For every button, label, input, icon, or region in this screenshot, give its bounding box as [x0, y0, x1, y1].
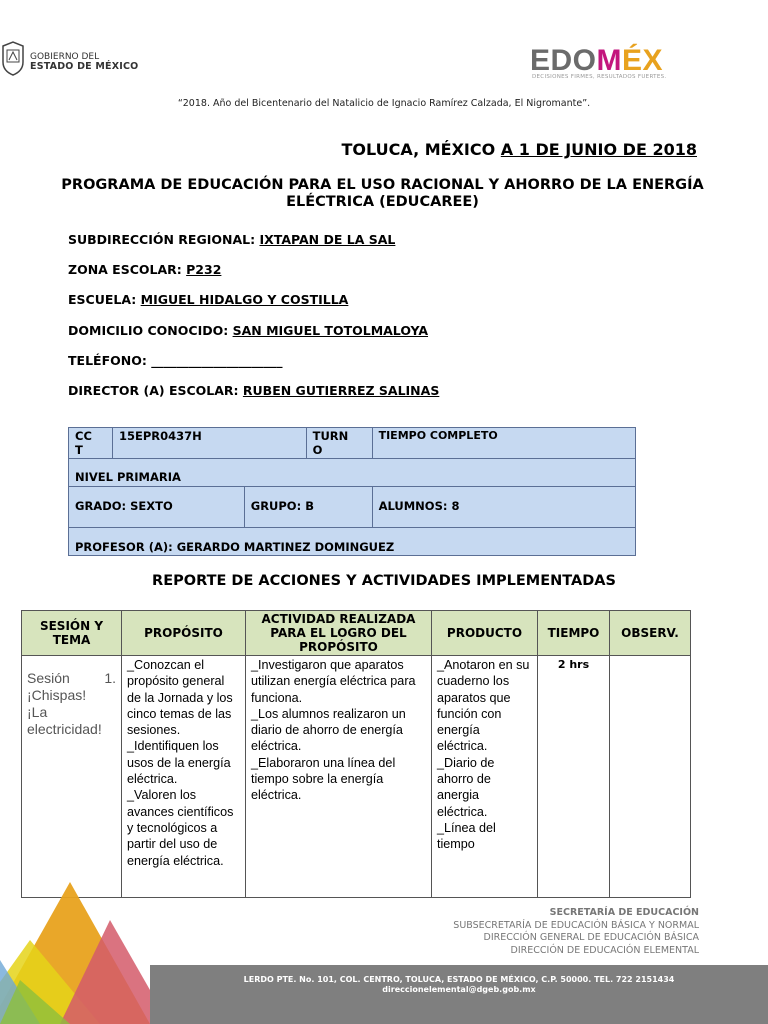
- cell-sesion: Sesión 1. ¡Chispas! ¡La electricidad!: [22, 656, 122, 898]
- field-value: IXTAPAN DE LA SAL: [259, 232, 396, 247]
- cct-value: 15EPR0437H: [112, 428, 306, 459]
- field-label: ZONA ESCOLAR:: [68, 262, 187, 277]
- brand-edo: EDO: [530, 44, 597, 77]
- turno-value: TIEMPO COMPLETO: [372, 428, 635, 459]
- grado: GRADO: SEXTO: [69, 487, 245, 528]
- table-row: [22, 656, 691, 898]
- field-telefono: [68, 353, 282, 368]
- alumnos: ALUMNOS: 8: [372, 487, 635, 528]
- field-subdireccion: [68, 232, 395, 247]
- header-actividad: ACTIVIDAD REALIZADA PARA EL LOGRO DEL PROPÓSITO: [246, 611, 432, 656]
- cell-tiempo: 2 hrs: [538, 656, 610, 898]
- date: A 1 DE JUNIO DE 2018: [500, 140, 697, 159]
- footer-address: [150, 975, 768, 995]
- header-sesion: SESIÓN Y TEMA: [22, 611, 122, 656]
- brand-m: M: [596, 44, 623, 77]
- field-label: DIRECTOR (A) ESCOLAR:: [68, 383, 243, 398]
- field-label: DOMICILIO CONOCIDO:: [68, 323, 233, 338]
- cell-actividad: _Investigaron que aparatos utilizan energía eléctrica para funciona. _Los alumnos realizaron un diario de ahorro de energía eléctrica. _Elaboraron una línea del tiempo sobre la energía eléctrica.: [246, 656, 432, 898]
- nivel: NIVEL PRIMARIA: [69, 459, 636, 487]
- city: TOLUCA, MÉXICO: [341, 140, 501, 159]
- header-proposito: PROPÓSITO: [122, 611, 246, 656]
- footer-triangles-art: [0, 880, 150, 1024]
- place-date: [342, 140, 697, 159]
- gov-line2: ESTADO DE MÉXICO: [30, 61, 139, 72]
- turno-label: TURN O: [306, 428, 372, 459]
- profesor: PROFESOR (A): GERARDO MARTINEZ DOMINGUEZ: [69, 528, 636, 556]
- field-value: P232: [186, 262, 222, 277]
- cell-observ: [610, 656, 691, 898]
- header-tiempo: TIEMPO: [538, 611, 610, 656]
- field-escuela: [68, 292, 348, 307]
- grupo: GRUPO: B: [244, 487, 372, 528]
- edomex-logo: [530, 44, 690, 84]
- cell-proposito: _Conozcan el propósito general de la Jornada y los cinco temas de las sesiones. _Identifiquen los usos de la energía eléctrica. _Valoren los avances científicos y tecnológicos a partir del uso de energía eléctrica.: [122, 656, 246, 898]
- field-label: ESCUELA:: [68, 292, 141, 307]
- cell-producto: _Anotaron en su cuaderno los aparatos que función con energía eléctrica. _Diario de ahorro de anergia eléctrica. _Línea del tiempo: [432, 656, 538, 898]
- activity-table: [21, 610, 691, 898]
- address: LERDO PTE. No. 101, COL. CENTRO, TOLUCA, ESTADO DE MÉXICO, C.P. 50000. TEL. 722 2151434: [243, 975, 675, 984]
- year-motto: “2018. Año del Bicentenario del Natalicio de Ignacio Ramírez Calzada, El Nigromante”.: [177, 98, 591, 109]
- brand-tagline: DECISIONES FIRMES, RESULTADOS FUERTES.: [532, 74, 667, 80]
- footer-departments: SECRETARÍA DE EDUCACIÓN SUBSECRETARÍA DE EDUCACIÓN BÁSICA Y NORMAL DIRECCIÓN GENERAL DE EDUCACIÓN BÁSICA DIRECCIÓN DE EDUCACIÓN ELEMENTAL: [453, 907, 699, 956]
- field-value: MIGUEL HIDALGO Y COSTILLA: [140, 292, 349, 307]
- field-value: RUBEN GUTIERREZ SALINAS: [242, 383, 440, 398]
- field-label: SUBDIRECCIÓN REGIONAL:: [68, 232, 260, 247]
- email: direccionelemental@dgeb.gob.mx: [382, 985, 536, 994]
- cct-label: CC T: [69, 428, 113, 459]
- brand-ex: ÉX: [622, 44, 664, 77]
- state-seal-icon: [0, 40, 26, 76]
- program-title: PROGRAMA DE EDUCACIÓN PARA EL USO RACIONAL Y AHORRO DE LA ENERGÍA ELÉCTRICA (EDUCAREE): [61, 177, 704, 210]
- gov-line1: GOBIERNO DEL: [30, 52, 100, 62]
- school-info-table: [68, 427, 636, 556]
- field-domicilio: [68, 323, 428, 338]
- report-title: REPORTE DE ACCIONES Y ACTIVIDADES IMPLEMENTADAS: [152, 573, 616, 589]
- header-producto: PRODUCTO: [432, 611, 538, 656]
- header-observ: OBSERV.: [610, 611, 691, 656]
- field-director: [68, 383, 439, 398]
- field-zona: [68, 262, 221, 277]
- gobierno-logo: [0, 40, 140, 80]
- field-value: SAN MIGUEL TOTOLMALOYA: [232, 323, 429, 338]
- field-label: TELÉFONO:: [68, 353, 152, 368]
- field-value: _____________________: [151, 353, 283, 368]
